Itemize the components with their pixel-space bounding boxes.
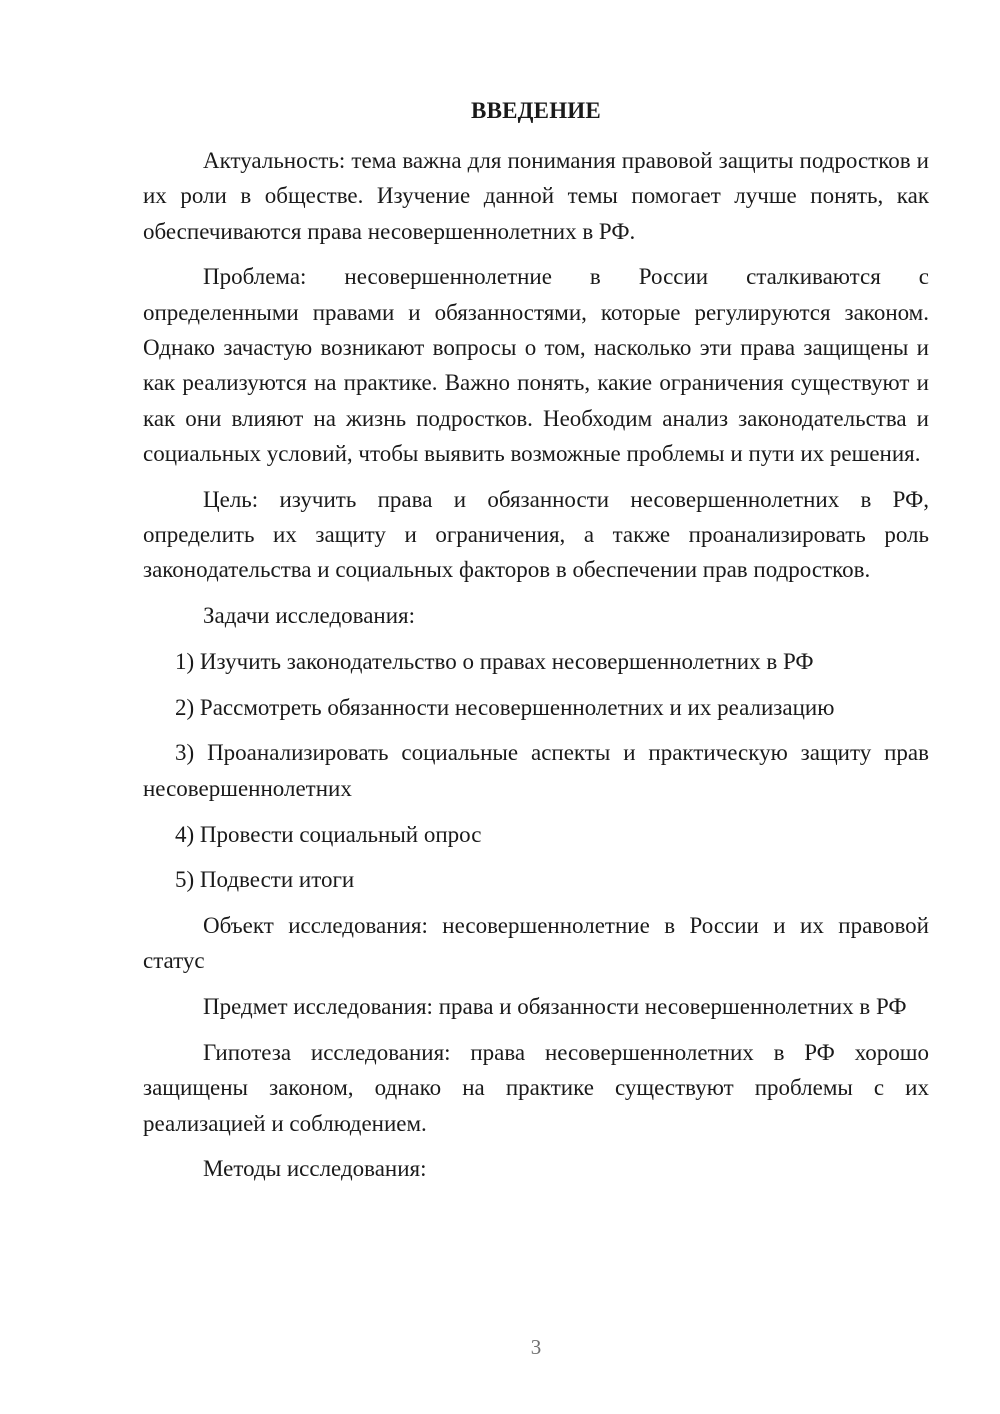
paragraph-research-object: Объект исследования: несовершеннолетние в России и их правовой статус <box>143 913 929 974</box>
section-heading: ВВЕДЕНИЕ <box>471 98 601 123</box>
paragraph-hypothesis: Гипотеза исследования: права несовершеннолетних в РФ хорошо защищены законом, однако на практике существуют проблемы с их реализацией и соблюдением. <box>143 1040 929 1136</box>
list-item-task-4: 4) Провести социальный опрос <box>175 821 482 847</box>
list-item-task-2: 2) Рассмотреть обязанности несовершеннолетних и их реализацию <box>175 694 835 720</box>
paragraph-goal: Цель: изучить права и обязанности несовершеннолетних в РФ, определить их защиту и ограничения, а также проанализировать роль законодательства и социальных факторов в обеспечении прав подростков. <box>143 486 929 583</box>
list-item-task-1: 1) Изучить законодательство о правах несовершеннолетних в РФ <box>175 648 814 674</box>
list-item-task-5: 5) Подвести итоги <box>175 867 355 893</box>
paragraph-relevance: Актуальность: тема важна для понимания правовой защиты подростков и их роли в обществе. Изучение данной темы помогает лучше понять, как обеспечиваются права несовершеннолетних в РФ. <box>143 148 929 244</box>
page-number: 3 <box>530 1335 542 1359</box>
paragraph-tasks-title: Задачи исследования: <box>203 603 416 629</box>
list-item-task-3: 3) Проанализировать социальные аспекты и практическую защиту прав несовершеннолетних <box>143 740 929 801</box>
document-body <box>143 143 929 1187</box>
paragraph-methods: Методы исследования: <box>203 1156 427 1182</box>
paragraph-problem: Проблема: несовершеннолетние в России сталкиваются с определенными правами и обязанностями, которые регулируются законом. Однако зачастую возникают вопросы о том, насколько эти права защищены и как реализуются на практике. Важно понять, какие ограничения существуют и как они влияют на жизнь подростков. Необходим анализ законодательства и социальных условий, чтобы выявить возможные проблемы и пути их решения. <box>143 264 929 466</box>
paragraph-research-subject: Предмет исследования: права и обязанности несовершеннолетних в РФ <box>203 994 907 1020</box>
